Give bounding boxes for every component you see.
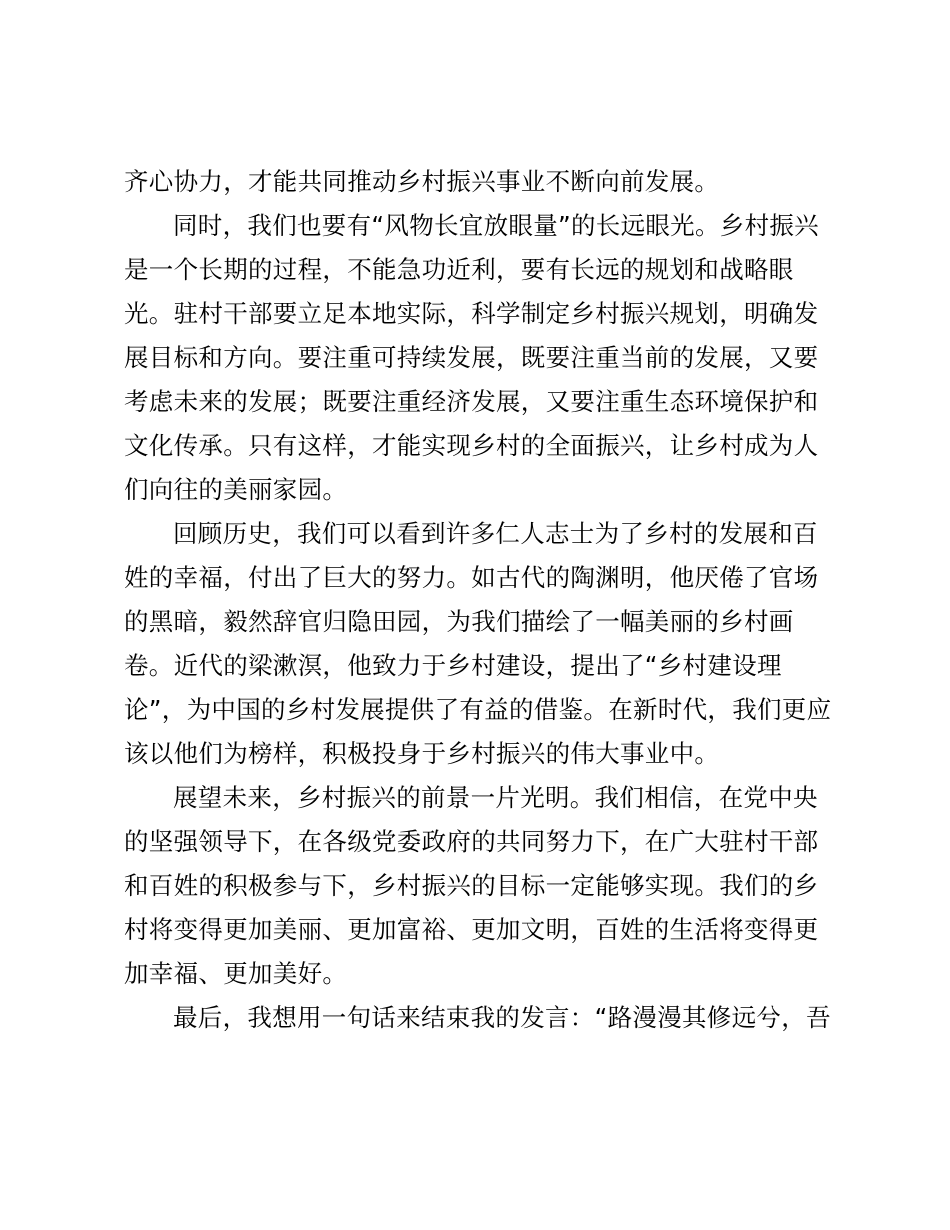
paragraph-4-line-4: 村将变得更加美丽、更加富裕、更加文明，百姓的生活将变得更 — [124, 915, 819, 944]
paragraph-3-line-3: 的黑暗，毅然辞官归隐田园，为我们描绘了一幅美丽的乡村画 — [124, 607, 794, 636]
paragraph-3-line-6: 该以他们为榜样，积极投身于乡村振兴的伟大事业中。 — [124, 739, 720, 768]
paragraph-3-line-5: 论”，为中国的乡村发展提供了有益的借鉴。在新时代，我们更应 — [124, 695, 832, 724]
paragraph-2-line-7: 们向往的美丽家园。 — [124, 475, 348, 504]
paragraph-2-line-1: 同时，我们也要有“风物长宜放眼量”的长远眼光。乡村振兴 — [173, 211, 819, 240]
paragraph-4-line-1: 展望未来，乡村振兴的前景一片光明。我们相信，在党中央 — [173, 783, 818, 812]
paragraph-3-line-1: 回顾历史，我们可以看到许多仁人志士为了乡村的发展和百 — [173, 519, 818, 548]
paragraph-3-line-4: 卷。近代的梁漱溟，他致力于乡村建设，提出了“乡村建设理 — [124, 651, 782, 680]
paragraph-4-line-5: 加幸福、更加美好。 — [124, 959, 348, 988]
paragraph-4-line-3: 和百姓的积极参与下，乡村振兴的目标一定能够实现。我们的乡 — [124, 871, 819, 900]
paragraph-2-line-6: 文化传承。只有这样，才能实现乡村的全面振兴，让乡村成为人 — [124, 431, 819, 460]
paragraph-1-line-1: 齐心协力，才能共同推动乡村振兴事业不断向前发展。 — [124, 167, 720, 196]
paragraph-2-line-5: 考虑未来的发展；既要注重经济发展，又要注重生态环境保护和 — [124, 387, 819, 416]
paragraph-2-line-2: 是一个长期的过程，不能急功近利，要有长远的规划和战略眼 — [124, 255, 794, 284]
paragraph-5-line-1: 最后，我想用一句话来结束我的发言：“路漫漫其修远兮，吾 — [173, 1003, 831, 1032]
paragraph-2-line-3: 光。驻村干部要立足本地实际，科学制定乡村振兴规划，明确发 — [124, 299, 819, 328]
paragraph-4-line-2: 的坚强领导下，在各级党委政府的共同努力下，在广大驻村干部 — [124, 827, 819, 856]
paragraph-2-line-4: 展目标和方向。要注重可持续发展，既要注重当前的发展，又要 — [124, 343, 819, 372]
paragraph-3-line-2: 姓的幸福，付出了巨大的努力。如古代的陶渊明，他厌倦了官场 — [124, 563, 819, 592]
